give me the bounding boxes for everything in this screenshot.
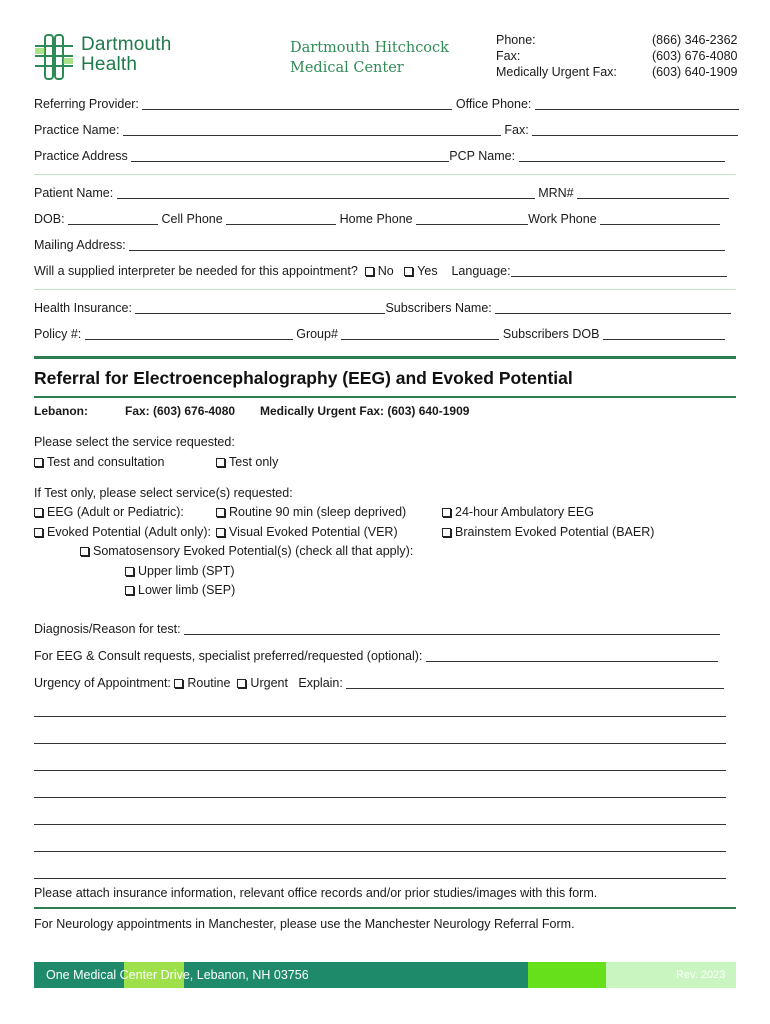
baer-label: Brainstem Evoked Potential (BAER) xyxy=(455,525,655,539)
dob-field[interactable] xyxy=(68,213,158,225)
lower-limb-label: Lower limb (SEP) xyxy=(138,583,236,597)
language-label: Language: xyxy=(451,264,511,278)
practice-fax-label: Fax: xyxy=(504,123,529,137)
logo-line-1: Dartmouth xyxy=(81,34,172,55)
practice-name-label: Practice Name: xyxy=(34,123,120,137)
somato-checkbox[interactable] xyxy=(80,547,89,556)
eeg-label: EEG (Adult or Pediatric): xyxy=(47,505,184,519)
interpreter-no-checkbox[interactable] xyxy=(365,267,374,276)
interpreter-question: Will a supplied interpreter be needed for this appointment? xyxy=(34,264,358,278)
evoked-option xyxy=(34,525,211,539)
dhmc-line-2: Medical Center xyxy=(290,60,404,76)
dartmouth-health-logo xyxy=(33,34,193,80)
explain-line-2[interactable] xyxy=(34,743,726,744)
urgent-fax-value: (603) 640-1909 xyxy=(652,65,738,79)
urgent-fax-label: Medically Urgent Fax: xyxy=(496,65,617,79)
ver-label: Visual Evoked Potential (VER) xyxy=(229,525,398,539)
dob-label: DOB: xyxy=(34,212,65,226)
group-field[interactable] xyxy=(341,328,499,340)
explain-label: Explain: xyxy=(298,676,343,690)
explain-field[interactable] xyxy=(346,677,724,689)
patient-row-3 xyxy=(34,238,736,252)
phone-label: Phone: xyxy=(496,33,536,47)
evoked-label: Evoked Potential (Adult only): xyxy=(47,525,211,539)
interpreter-yes-label: Yes xyxy=(417,264,438,278)
diagnosis-row xyxy=(34,622,720,636)
dhmc-wordmark xyxy=(290,38,449,78)
upper-limb-label: Upper limb (SPT) xyxy=(138,564,235,578)
mrn-label: MRN# xyxy=(538,186,574,200)
upper-limb-option xyxy=(125,564,235,578)
insurance-row-2 xyxy=(34,327,736,341)
section-divider-1 xyxy=(34,174,736,175)
mailing-address-label: Mailing Address: xyxy=(34,238,126,252)
mailing-address-field[interactable] xyxy=(129,239,725,251)
practice-address-field[interactable] xyxy=(131,150,449,162)
urgency-urgent-label: Urgent xyxy=(250,676,288,690)
referring-provider-label: Referring Provider: xyxy=(34,97,139,111)
eeg-checkbox[interactable] xyxy=(34,508,43,517)
provider-row-2 xyxy=(34,123,736,137)
explain-line-3[interactable] xyxy=(34,770,726,771)
ver-checkbox[interactable] xyxy=(216,528,225,537)
footer-segment-4 xyxy=(528,962,606,988)
subscribers-name-label: Subscribers Name: xyxy=(385,301,492,315)
work-phone-field[interactable] xyxy=(600,213,720,225)
test-only-option xyxy=(216,455,278,469)
attach-divider xyxy=(34,907,736,909)
dartmouth-health-logo-mark-icon xyxy=(33,34,75,80)
policy-field[interactable] xyxy=(85,328,293,340)
patient-name-field[interactable] xyxy=(117,187,535,199)
evoked-checkbox[interactable] xyxy=(34,528,43,537)
referring-provider-field[interactable] xyxy=(142,98,452,110)
home-phone-field[interactable] xyxy=(416,213,528,225)
ambulatory-option xyxy=(442,505,594,519)
explain-line-5[interactable] xyxy=(34,824,726,825)
attach-note: Please attach insurance information, relevant office records and/or prior studies/images with this form. xyxy=(34,886,598,900)
practice-fax-field[interactable] xyxy=(532,124,738,136)
eeg-option xyxy=(34,505,184,519)
location-label: Lebanon: xyxy=(34,404,88,418)
specialist-row xyxy=(34,649,718,663)
ambulatory-label: 24-hour Ambulatory EEG xyxy=(455,505,594,519)
service-prompt: Please select the service requested: xyxy=(34,435,235,449)
manchester-note: For Neurology appointments in Manchester, please use the Manchester Neurology Referral Form. xyxy=(34,917,575,931)
urgency-routine-label: Routine xyxy=(187,676,231,690)
explain-line-4[interactable] xyxy=(34,797,726,798)
contact-labels xyxy=(496,32,617,80)
pcp-name-field[interactable] xyxy=(519,150,725,162)
work-phone-label: Work Phone xyxy=(528,212,597,226)
health-insurance-label: Health Insurance: xyxy=(34,301,132,315)
fax-label: Fax: xyxy=(496,49,521,63)
diagnosis-field[interactable] xyxy=(184,623,720,635)
footer-revision: Rev. 2023 xyxy=(676,969,726,981)
policy-label: Policy #: xyxy=(34,327,82,341)
dartmouth-health-wordmark xyxy=(81,35,172,75)
office-phone-field[interactable] xyxy=(535,98,739,110)
somato-label: Somatosensory Evoked Potential(s) (check all that apply): xyxy=(93,544,414,558)
footer-address: One Medical Center Drive, Lebanon, NH 03756 xyxy=(46,968,309,982)
ambulatory-checkbox[interactable] xyxy=(442,508,451,517)
routine90-option xyxy=(216,505,406,519)
referral-title-rule xyxy=(34,396,736,398)
pcp-name-label: PCP Name: xyxy=(449,149,516,163)
interpreter-no-label: No xyxy=(377,264,394,278)
diagnosis-label: Diagnosis/Reason for test: xyxy=(34,622,181,636)
subscribers-dob-field[interactable] xyxy=(603,328,725,340)
urgency-routine-checkbox[interactable] xyxy=(174,679,183,688)
urgency-row xyxy=(34,676,724,690)
phone-value: (866) 346-2362 xyxy=(652,33,738,47)
language-field[interactable] xyxy=(511,265,727,277)
test-only-prompt: If Test only, please select service(s) requested: xyxy=(34,486,293,500)
cell-phone-field[interactable] xyxy=(226,213,336,225)
provider-row-1 xyxy=(34,97,736,111)
referral-urgent-fax: Medically Urgent Fax: (603) 640-1909 xyxy=(260,404,470,418)
routine90-checkbox[interactable] xyxy=(216,508,225,517)
patient-row-2 xyxy=(34,212,736,226)
explain-line-6[interactable] xyxy=(34,851,726,852)
baer-option xyxy=(442,525,654,539)
specialist-field[interactable] xyxy=(426,650,718,662)
patient-row-4 xyxy=(34,264,736,278)
baer-checkbox[interactable] xyxy=(442,528,451,537)
somato-option xyxy=(80,544,413,558)
health-insurance-field[interactable] xyxy=(135,302,385,314)
patient-row-1 xyxy=(34,186,736,200)
test-only-label: Test only xyxy=(229,455,279,469)
group-label: Group# xyxy=(296,327,338,341)
contact-values xyxy=(652,32,737,80)
explain-line-7[interactable] xyxy=(34,878,726,879)
urgency-label: Urgency of Appointment: xyxy=(34,676,171,690)
test-only-checkbox[interactable] xyxy=(216,458,225,467)
practice-name-field[interactable] xyxy=(123,124,501,136)
cell-phone-label: Cell Phone xyxy=(161,212,223,226)
referral-fax: Fax: (603) 676-4080 xyxy=(125,404,236,418)
mrn-field[interactable] xyxy=(577,187,729,199)
explain-line-1[interactable] xyxy=(34,716,726,717)
dhmc-line-1: Dartmouth Hitchcock xyxy=(290,40,449,56)
routine90-label: Routine 90 min (sleep deprived) xyxy=(229,505,407,519)
subscribers-name-field[interactable] xyxy=(495,302,731,314)
office-phone-label: Office Phone: xyxy=(455,97,532,111)
lower-limb-option xyxy=(125,583,235,597)
test-consult-label: Test and consultation xyxy=(47,455,165,469)
fax-value: (603) 676-4080 xyxy=(652,49,738,63)
section-divider-thick xyxy=(34,356,736,359)
urgency-urgent-checkbox[interactable] xyxy=(237,679,246,688)
upper-limb-checkbox[interactable] xyxy=(125,567,134,576)
specialist-label: For EEG & Consult requests, specialist preferred/requested (optional): xyxy=(34,649,423,663)
referral-title: Referral for Electroencephalography (EEG) and Evoked Potential xyxy=(34,368,573,388)
home-phone-label: Home Phone xyxy=(339,212,413,226)
section-divider-2 xyxy=(34,289,736,290)
subscribers-dob-label: Subscribers DOB xyxy=(502,327,600,341)
interpreter-yes-checkbox[interactable] xyxy=(404,267,413,276)
lower-limb-checkbox[interactable] xyxy=(125,586,134,595)
provider-row-3 xyxy=(34,149,736,163)
test-consult-option xyxy=(34,455,164,469)
ver-option xyxy=(216,525,398,539)
patient-name-label: Patient Name: xyxy=(34,186,114,200)
insurance-row-1 xyxy=(34,301,736,315)
logo-line-2: Health xyxy=(81,54,138,75)
practice-address-label: Practice Address xyxy=(34,149,128,163)
test-consult-checkbox[interactable] xyxy=(34,458,43,467)
